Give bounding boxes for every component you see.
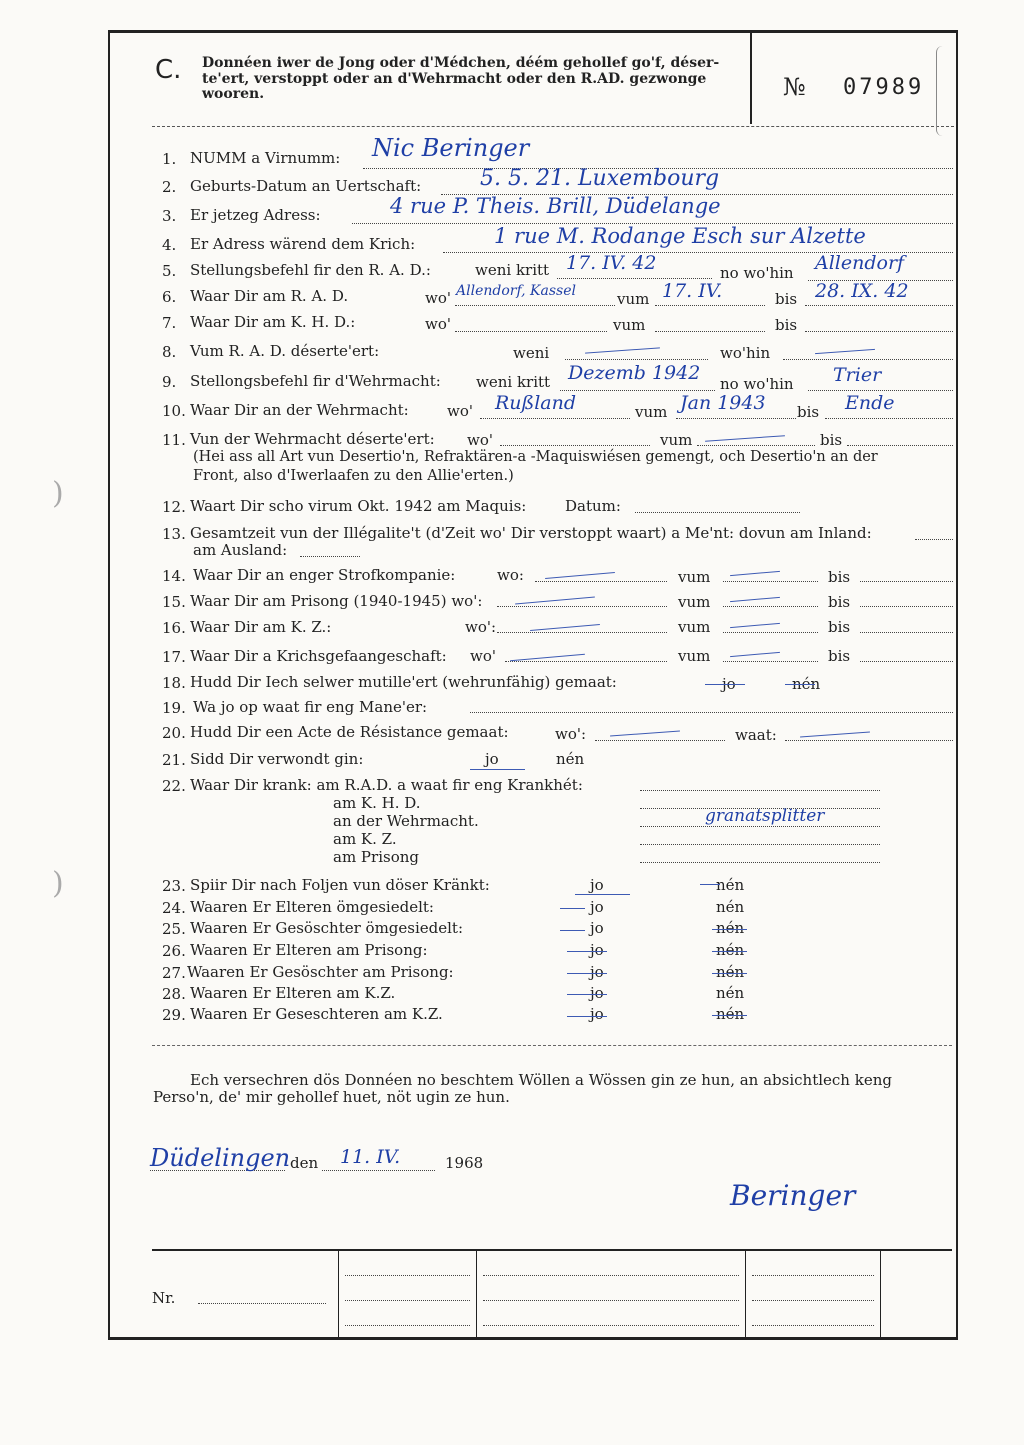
resistance-what-line bbox=[785, 740, 953, 741]
self-mutilation-yes: jo bbox=[722, 675, 736, 693]
strike-mark bbox=[567, 951, 607, 952]
after-effects-no: nén bbox=[716, 876, 745, 894]
footer-cell-line bbox=[483, 1325, 739, 1326]
illness-kz-label: am K. Z. bbox=[333, 830, 397, 848]
illness-prison-line bbox=[640, 862, 880, 863]
row-number: 21. bbox=[162, 751, 186, 769]
wehrmacht-service-where-value: Rußland bbox=[495, 392, 577, 414]
wounded-no: nén bbox=[556, 750, 585, 768]
row-number: 8. bbox=[162, 343, 177, 361]
resistance-label: Hudd Dir een Acte de Résistance gemaat: bbox=[190, 723, 509, 741]
footer-cell-line bbox=[345, 1275, 470, 1276]
kz-where-label: wo': bbox=[465, 618, 497, 636]
wehrmacht-service-from-label: vum bbox=[635, 403, 668, 421]
wehrmacht-service-from-line bbox=[676, 418, 796, 419]
name-value: Nic Beringer bbox=[372, 134, 530, 162]
pow-to-label: bis bbox=[828, 647, 851, 665]
mutilation-method-line bbox=[470, 712, 953, 713]
rad-service-from-value: 17. IV. bbox=[662, 280, 723, 302]
row-number: 26. bbox=[162, 942, 186, 960]
rad-service-to-line bbox=[805, 305, 953, 306]
kz-where-line bbox=[497, 632, 667, 633]
rad-desertion-when-line bbox=[565, 359, 708, 360]
footer-nr-line bbox=[198, 1303, 326, 1304]
kz-from-label: vum bbox=[678, 618, 711, 636]
war-address-value: 1 rue M. Rodange Esch sur Alzette bbox=[494, 224, 866, 248]
footer-cell-line bbox=[345, 1300, 470, 1301]
row-number: 27. bbox=[162, 964, 186, 982]
row-number: 6. bbox=[162, 288, 177, 306]
pow-where-label: wo' bbox=[470, 647, 496, 665]
place-value: Düdelingen bbox=[150, 1144, 291, 1172]
illness-wehrmacht-value: granatsplitter bbox=[705, 806, 825, 826]
section-letter: C. bbox=[155, 55, 182, 85]
rad-order-when-value: 17. IV. 42 bbox=[566, 252, 657, 274]
footer-cell-line bbox=[483, 1275, 739, 1276]
row-number: 9. bbox=[162, 373, 177, 391]
siblings-resettled-label: Waaren Er Gesöschter ömgesiedelt: bbox=[190, 919, 464, 937]
row-number: 14. bbox=[162, 567, 186, 585]
pow-from-line bbox=[723, 661, 818, 662]
wehrmacht-service-label: Waar Dir an der Wehrmacht: bbox=[190, 401, 409, 419]
row-number: 28. bbox=[162, 985, 186, 1003]
kz-to-line bbox=[860, 632, 953, 633]
wehrmacht-desertion-to-label: bis bbox=[820, 431, 843, 449]
khd-to-line bbox=[805, 331, 953, 332]
maquis-date-label: Datum: bbox=[565, 497, 621, 515]
pow-to-line bbox=[860, 661, 953, 662]
maquis-date-line bbox=[635, 512, 800, 513]
rad-service-from-label: vum bbox=[617, 290, 650, 308]
resistance-where-label: wo': bbox=[555, 725, 587, 743]
strike-mark bbox=[560, 908, 585, 909]
rad-order-when-line bbox=[557, 278, 712, 279]
prison-from-line bbox=[723, 606, 818, 607]
row-number: 19. bbox=[162, 699, 186, 717]
current-address-label: Er jetzeg Adress: bbox=[190, 206, 321, 224]
rad-order-where-label: no wo'hin bbox=[720, 264, 794, 282]
strike-mark bbox=[712, 1015, 747, 1016]
pow-from-label: vum bbox=[678, 647, 711, 665]
row-number: 23. bbox=[162, 877, 186, 895]
punishment-company-label: Waar Dir an enger Strofkompanie: bbox=[193, 566, 456, 584]
wounded-yes: jo bbox=[485, 750, 499, 768]
underline-mark bbox=[470, 769, 525, 770]
khd-label: Waar Dir am K. H. D.: bbox=[190, 313, 356, 331]
parents-prison-label: Waaren Er Elteren am Prisong: bbox=[190, 941, 428, 959]
pow-label: Waar Dir a Krichsgefaangeschaft: bbox=[190, 647, 447, 665]
declaration-line1: Ech versechren dös Donnéen no beschtem Wöllen a Wössen gin ze hun, an absichtlech keng bbox=[190, 1071, 892, 1089]
row-number: 20. bbox=[162, 724, 186, 742]
rad-desertion-when-label: weni bbox=[513, 344, 550, 362]
illegality-abroad-line bbox=[300, 556, 360, 557]
parents-kz-no: nén bbox=[716, 984, 745, 1002]
kz-from-line bbox=[723, 632, 818, 633]
prison-to-label: bis bbox=[828, 593, 851, 611]
pow-where-line bbox=[505, 661, 667, 662]
desertion-note-line2: Front, also d'Iwerlaafen zu den Allie'erten.) bbox=[193, 468, 514, 484]
footer-top-line bbox=[152, 1249, 952, 1251]
punishment-company-from-label: vum bbox=[678, 568, 711, 586]
strike-mark bbox=[567, 1016, 607, 1017]
date-line bbox=[322, 1170, 435, 1171]
kz-label: Waar Dir am K. Z.: bbox=[190, 618, 332, 636]
parents-prison-yes: jo bbox=[590, 941, 604, 959]
row-number: 4. bbox=[162, 236, 177, 254]
khd-from-line bbox=[655, 331, 765, 332]
footer-cell-line bbox=[345, 1325, 470, 1326]
signature: Beringer bbox=[730, 1179, 856, 1212]
wehrmacht-desertion-to-line bbox=[847, 445, 953, 446]
strike-mark bbox=[712, 929, 747, 930]
footer-col-divider bbox=[338, 1249, 339, 1340]
wehrmacht-order-where-value: Trier bbox=[833, 364, 882, 386]
parents-kz-label: Waaren Er Elteren am K.Z. bbox=[190, 984, 396, 1002]
illness-kz-line bbox=[640, 844, 880, 845]
footer-cell-line bbox=[483, 1300, 739, 1301]
row-number: 15. bbox=[162, 593, 186, 611]
section-divider bbox=[152, 1045, 952, 1046]
margin-mark: ) bbox=[52, 476, 64, 511]
wehrmacht-order-when-line bbox=[560, 390, 715, 391]
row-number: 24. bbox=[162, 899, 186, 917]
punishment-company-where-label: wo: bbox=[497, 566, 524, 584]
self-mutilation-no: nén bbox=[792, 675, 821, 693]
footer-nr-label: Nr. bbox=[152, 1289, 176, 1307]
maquis-label: Waart Dir scho virum Okt. 1942 am Maquis: bbox=[190, 497, 527, 515]
wehrmacht-service-where-line bbox=[480, 418, 630, 419]
underline-mark bbox=[575, 894, 630, 895]
header-title: Donnéen iwer de Jong oder d'Médchen, déém gehollef go'f, déser-te'ert, verstoppt oder an d'Wehrmacht oder den R.AD. gezwonge wooren. bbox=[202, 55, 720, 103]
row-number: 17. bbox=[162, 648, 186, 666]
rad-service-where-label: wo' bbox=[425, 289, 451, 307]
row-number: 18. bbox=[162, 674, 186, 692]
row-number: 11. bbox=[162, 431, 186, 449]
wehrmacht-desertion-from-label: vum bbox=[660, 431, 693, 449]
wehrmacht-order-where-line bbox=[808, 390, 953, 391]
war-address-label: Er Adress wärend dem Krich: bbox=[190, 235, 416, 253]
parents-resettled-yes: jo bbox=[590, 898, 604, 916]
name-label: NUMM a Virnumm: bbox=[190, 149, 341, 167]
strike-mark bbox=[785, 684, 815, 685]
punishment-company-from-line bbox=[723, 581, 818, 582]
header-underline bbox=[152, 126, 954, 127]
siblings-kz-yes: jo bbox=[590, 1005, 604, 1023]
strike-mark bbox=[712, 951, 747, 952]
wehrmacht-service-where-label: wo' bbox=[447, 402, 473, 420]
illness-khd-label: am K. H. D. bbox=[333, 794, 421, 812]
pencil-mark bbox=[936, 46, 949, 136]
row-number: 2. bbox=[162, 178, 177, 196]
khd-where-label: wo' bbox=[425, 315, 451, 333]
strike-mark bbox=[567, 973, 607, 974]
resistance-where-line bbox=[595, 740, 725, 741]
wehrmacht-service-to-value: Ende bbox=[845, 392, 895, 414]
row-number: 10. bbox=[162, 402, 186, 420]
parents-resettled-label: Waaren Er Elteren ömgesiedelt: bbox=[190, 898, 434, 916]
footer-cell-line bbox=[752, 1300, 874, 1301]
date-value: 11. IV. bbox=[340, 1146, 401, 1168]
illness-wehrmacht-line bbox=[640, 826, 880, 827]
illness-label: Waar Dir krank: am R.A.D. a waat fir eng Krankhét: bbox=[190, 776, 583, 794]
row-number: 12. bbox=[162, 498, 186, 516]
rad-service-to-value: 28. IX. 42 bbox=[815, 280, 909, 302]
row-number: 22. bbox=[162, 777, 186, 795]
mutilation-method-label: Wa jo op waat fir eng Mane'er: bbox=[193, 698, 428, 716]
illness-rad-line bbox=[640, 790, 880, 791]
rad-order-where-value: Allendorf bbox=[815, 252, 905, 274]
wehrmacht-desertion-label: Vun der Wehrmacht déserte'ert: bbox=[190, 430, 435, 448]
wounded-label: Sidd Dir verwondt gin: bbox=[190, 750, 364, 768]
siblings-prison-no: nén bbox=[716, 963, 745, 981]
illegality-inland-line bbox=[915, 539, 953, 540]
wehrmacht-service-from-value: Jan 1943 bbox=[680, 392, 766, 414]
row-number: 1. bbox=[162, 150, 177, 168]
punishment-company-to-label: bis bbox=[828, 568, 851, 586]
rad-service-label: Waar Dir am R. A. D. bbox=[190, 287, 349, 305]
footer-col-divider bbox=[745, 1249, 746, 1340]
date-prefix: den bbox=[290, 1154, 319, 1172]
khd-to-label: bis bbox=[775, 316, 798, 334]
illness-wehrmacht-label: an der Wehrmacht. bbox=[333, 812, 479, 830]
punishment-company-to-line bbox=[860, 581, 953, 582]
parents-kz-yes: jo bbox=[590, 984, 604, 1002]
current-address-value: 4 rue P. Theis. Brill, Düdelange bbox=[390, 194, 721, 218]
row-number: 16. bbox=[162, 619, 186, 637]
illegality-abroad-label: am Ausland: bbox=[193, 541, 288, 559]
illegality-label: Gesamtzeit vun der Illégalite't (d'Zeit wo' Dir verstoppt waart) a Me'nt: dovun am Inland: bbox=[190, 524, 872, 542]
rad-service-from-line bbox=[655, 305, 765, 306]
desertion-note-line1: (Hei ass all Art vun Desertio'n, Refraktären-a -Maquiswiésen gemengt, och Desertio'n an der bbox=[193, 449, 878, 465]
illness-prison-label: am Prisong bbox=[333, 848, 419, 866]
kz-to-label: bis bbox=[828, 618, 851, 636]
birth-value: 5. 5. 21. Luxembourg bbox=[480, 166, 720, 191]
parents-prison-no: nén bbox=[716, 941, 745, 959]
wehrmacht-desertion-where-line bbox=[500, 445, 650, 446]
siblings-kz-no: nén bbox=[716, 1005, 745, 1023]
wehrmacht-desertion-where-label: wo' bbox=[467, 431, 493, 449]
prison-to-line bbox=[860, 606, 953, 607]
rad-order-label: Stellungsbefehl fir den R. A. D.: bbox=[190, 261, 431, 279]
parents-resettled-no: nén bbox=[716, 898, 745, 916]
prison-label: Waar Dir am Prisong (1940-1945) wo': bbox=[190, 592, 483, 610]
rad-desertion-label: Vum R. A. D. déserte'ert: bbox=[190, 342, 380, 360]
strike-mark bbox=[700, 884, 720, 885]
margin-mark: ) bbox=[52, 866, 64, 901]
strike-mark bbox=[567, 994, 607, 995]
row-number: 7. bbox=[162, 314, 177, 332]
wehrmacht-order-when-label: weni kritt bbox=[476, 373, 551, 391]
row-number: 13. bbox=[162, 525, 186, 543]
footer-cell-line bbox=[752, 1275, 874, 1276]
punishment-company-where-line bbox=[535, 581, 667, 582]
khd-from-label: vum bbox=[613, 316, 646, 334]
self-mutilation-label: Hudd Dir Iech selwer mutille'ert (wehrunfähig) gemaat: bbox=[190, 673, 617, 691]
row-number: 25. bbox=[162, 920, 186, 938]
footer-col-divider bbox=[476, 1249, 477, 1340]
wehrmacht-service-to-label: bis bbox=[797, 403, 820, 421]
strike-mark bbox=[712, 973, 747, 974]
strike-mark bbox=[705, 684, 745, 685]
khd-where-line bbox=[455, 331, 607, 332]
year: 1968 bbox=[445, 1154, 484, 1172]
wehrmacht-order-where-label: no wo'hin bbox=[720, 375, 794, 393]
rad-desertion-where-label: wo'hin bbox=[720, 344, 771, 362]
row-number: 3. bbox=[162, 207, 177, 225]
after-effects-yes: jo bbox=[590, 876, 604, 894]
rad-service-to-label: bis bbox=[775, 290, 798, 308]
siblings-resettled-yes: jo bbox=[590, 919, 604, 937]
prison-where-line bbox=[497, 606, 667, 607]
after-effects-label: Spiir Dir nach Foljen vun döser Kränkt: bbox=[190, 876, 490, 894]
birth-label: Geburts-Datum an Uertschaft: bbox=[190, 177, 422, 195]
wehrmacht-order-when-value: Dezemb 1942 bbox=[568, 362, 701, 384]
siblings-prison-label: Waaren Er Gesöschter am Prisong: bbox=[187, 963, 454, 981]
prison-from-label: vum bbox=[678, 593, 711, 611]
footer-col-divider bbox=[880, 1249, 881, 1340]
rad-order-when-label: weni kritt bbox=[475, 261, 550, 279]
row-number: 5. bbox=[162, 262, 177, 280]
row-number: 29. bbox=[162, 1006, 186, 1024]
wehrmacht-order-label: Stellongsbefehl fir d'Wehrmacht: bbox=[190, 372, 441, 390]
header-divider bbox=[750, 32, 752, 124]
rad-service-where-line bbox=[455, 305, 615, 306]
rad-service-where-value: Allendorf, Kassel bbox=[456, 283, 576, 299]
strike-mark bbox=[560, 930, 585, 931]
wehrmacht-desertion-from-line bbox=[697, 445, 815, 446]
siblings-prison-yes: jo bbox=[590, 963, 604, 981]
declaration-line2: Perso'n, de' mir gehollef huet, nöt ugin ze hun. bbox=[153, 1088, 510, 1106]
rad-desertion-where-line bbox=[783, 359, 953, 360]
siblings-resettled-no: nén bbox=[716, 919, 745, 937]
siblings-kz-label: Waaren Er Geseschteren am K.Z. bbox=[190, 1005, 443, 1023]
footer-cell-line bbox=[752, 1325, 874, 1326]
resistance-what-label: waat: bbox=[735, 726, 777, 744]
wehrmacht-service-to-line bbox=[825, 418, 953, 419]
number-symbol: № bbox=[783, 73, 806, 101]
form-number: 07989 bbox=[843, 75, 925, 100]
